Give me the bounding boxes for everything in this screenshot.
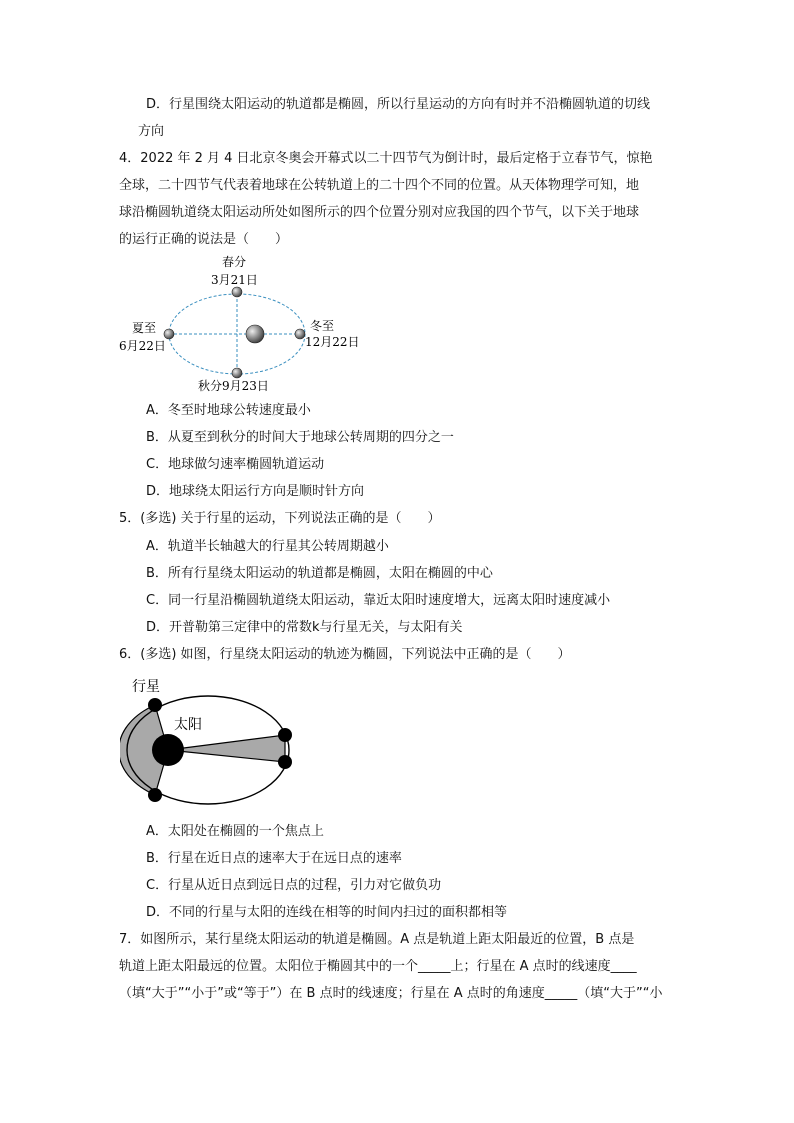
summer-solstice-date: 6月22日 — [119, 339, 166, 353]
spring-equinox-name: 春分 — [222, 255, 247, 269]
q6-option-b: B．行星在近日点的速率大于在远日点的速率 — [146, 851, 402, 866]
planet-position-bottom-left — [148, 788, 162, 802]
q6-option-a: A．太阳处在椭圆的一个焦点上 — [146, 824, 324, 839]
earth-spring-position — [232, 287, 242, 297]
planet-position-right-lower — [278, 755, 292, 769]
sun-label: 太阳 — [174, 716, 202, 732]
q4-stem-line4: 的运行正确的说法是（ ） — [119, 232, 289, 247]
earth-winter-position — [295, 329, 305, 339]
far-sun-swept-area — [168, 735, 285, 762]
earth-autumn-position — [232, 368, 242, 378]
q4-option-a: A．冬至时地球公转速度最小 — [146, 403, 311, 418]
q5-option-c: C．同一行星沿椭圆轨道绕太阳运动，靠近太阳时速度增大，远离太阳时速度减小 — [146, 593, 611, 608]
planet-label: 行星 — [132, 678, 160, 694]
q3-option-d-line2: 方向 — [138, 124, 165, 139]
q5-option-b: B．所有行星绕太阳运动的轨道都是椭圆，太阳在椭圆的中心 — [146, 566, 493, 581]
q5-option-d: D．开普勒第三定律中的常数k与行星无关，与太阳有关 — [146, 620, 463, 635]
q3-option-d-line1: D．行星围绕太阳运动的轨道都是椭圆，所以行星运动的方向有时并不沿椭圆轨道的切线 — [146, 97, 651, 112]
earth-summer-position — [164, 329, 174, 339]
summer-solstice-name: 夏至 — [132, 321, 157, 335]
q7-stem-line2: 轨道上距太阳最远的位置。太阳位于椭圆其中的一个_____上；行星在 A 点时的线速度____ — [119, 959, 637, 974]
q4-orbit-figure — [112, 254, 372, 400]
q7-stem-line3: （填“大于”“小于”或“等于”）在 B 点时的线速度；行星在 A 点时的角速度_____（填“大于”“小 — [119, 986, 663, 1001]
winter-solstice-name: 冬至 — [310, 319, 335, 333]
q6-option-d: D．不同的行星与太阳的连线在相等的时间内扫过的面积都相等 — [146, 905, 508, 920]
q6-option-c: C．行星从近日点到远日点的过程，引力对它做负功 — [146, 878, 442, 893]
planet-position-top-left — [148, 698, 162, 712]
q4-option-c: C．地球做匀速率椭圆轨道运动 — [146, 457, 325, 472]
spring-equinox-date: 3月21日 — [211, 273, 258, 287]
q4-stem-line1: 4．2022 年 2 月 4 日北京冬奥会开幕式以二十四节气为倒计时，最后定格于立春节气，惊艳 — [119, 151, 653, 166]
winter-solstice-date: 12月22日 — [305, 335, 360, 349]
q6-orbit-figure — [120, 674, 310, 814]
planet-position-right-upper — [278, 728, 292, 742]
q6-stem: 6．(多选) 如图，行星绕太阳运动的轨迹为椭圆，下列说法中正确的是（ ） — [119, 647, 571, 662]
q4-option-d: D．地球绕太阳运行方向是顺时针方向 — [146, 484, 365, 499]
q5-stem: 5．(多选) 关于行星的运动，下列说法正确的是（ ） — [119, 511, 441, 526]
sun-sphere — [246, 325, 264, 343]
q7-stem-line1: 7．如图所示，某行星绕太阳运动的轨道是椭圆。A 点是轨道上距太阳最近的位置，B 点是 — [119, 932, 635, 947]
q4-stem-line2: 全球，二十四节气代表着地球在公转轨道上的二十四个不同的位置。从天体物理学可知，地 — [119, 178, 640, 193]
sun-disc — [152, 734, 184, 766]
autumn-equinox-label: 秋分9月23日 — [198, 379, 269, 393]
q4-option-b: B．从夏至到秋分的时间大于地球公转周期的四分之一 — [146, 430, 454, 445]
q5-option-a: A．轨道半长轴越大的行星其公转周期越小 — [146, 539, 389, 554]
q4-stem-line3: 球沿椭圆轨道绕太阳运动所处如图所示的四个位置分别对应我国的四个节气，以下关于地球 — [119, 205, 640, 220]
